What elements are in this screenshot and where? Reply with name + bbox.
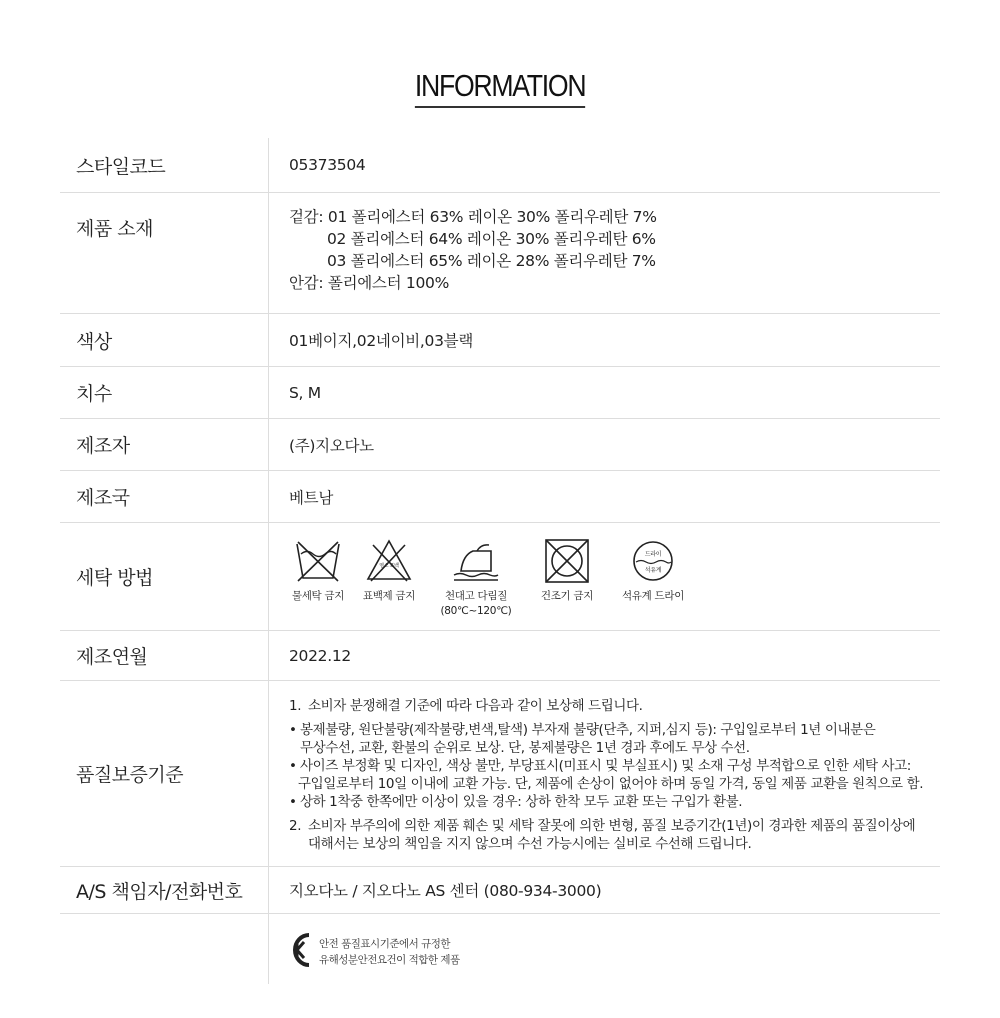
wash-label: 천대고 다림질 — [444, 589, 508, 602]
country-value: 베트남 — [289, 488, 334, 507]
row-label: 품질보증기준 — [76, 764, 184, 786]
row-label: 제조자 — [76, 435, 130, 457]
material-line: 02 폴리에스터 64% 레이온 30% 폴리우레탄 6% — [327, 230, 656, 248]
iron-with-cloth-icon — [451, 538, 501, 584]
bullet-text: 상하 1착중 한쪽에만 이상이 있을 경우: 상하 한착 모두 교환 또는 구입가 환불. — [300, 794, 743, 810]
wash-label: 건조기 금지 — [540, 589, 594, 602]
wash-label: 석유계 드라이 — [621, 589, 685, 602]
size-value: S, M — [289, 383, 321, 402]
material-value — [268, 193, 940, 313]
row-size — [60, 367, 940, 419]
row-label: A/S 책임자/전화번호 — [76, 880, 243, 903]
row-as — [60, 867, 940, 914]
item-text: 소비자 부주의에 의한 제품 훼손 및 세탁 잘못에 의한 변형, 품질 보증기간(1년)이 경과한 제품의 품질이상에 — [308, 818, 916, 834]
row-kc — [60, 914, 940, 986]
quality-item-2 — [289, 817, 940, 835]
row-label: 색상 — [76, 330, 112, 353]
row-material — [60, 193, 940, 314]
as-value: 지오다노 / 지오다노 AS 센터 (080-934-3000) — [289, 882, 602, 900]
material-line: 안감: 폴리에스터 100% — [289, 274, 450, 292]
item-number: 2. — [289, 818, 302, 834]
row-label-empty — [60, 914, 268, 986]
petroleum-dry-clean-icon — [629, 538, 677, 584]
bullet-dot: • — [289, 794, 297, 810]
row-style-code — [60, 138, 940, 193]
row-washing — [60, 523, 940, 631]
bleach-inner-text: 염소 표백 — [379, 562, 399, 569]
bullet-text: 봉제불량, 원단불량(제작불량,변색,탈색) 부자재 불량(단추, 지퍼,심지 등): 구입일로부터 1년 이내분은 — [300, 722, 876, 738]
bullet-continuation: 무상수선, 교환, 환불의 순위로 보상. 단, 봉제불량은 1년 경과 후에도 무상 수선. — [300, 740, 750, 756]
no-bleach-icon — [365, 538, 413, 584]
material-line: 겉감: 01 폴리에스터 63% 레이온 30% 폴리우레탄 7% — [289, 208, 657, 226]
bullet-dot: • — [289, 722, 297, 738]
kc-certification — [289, 932, 460, 972]
quality-bullet — [289, 721, 940, 739]
row-label: 제조연월 — [76, 646, 148, 668]
wash-label: 물세탁 금지 — [291, 589, 345, 602]
wash-label: 표백제 금지 — [362, 589, 416, 602]
bullet-continuation: 구입일로부터 10일 이내에 교환 가능. 단, 제품에 손상이 없어야 하며 동일 가격, 동일 제품 교환을 원칙으로 함. — [298, 776, 924, 792]
row-date — [60, 631, 940, 681]
wash-item — [352, 538, 426, 604]
maker-value: (주)지오다노 — [289, 436, 374, 455]
kc-line: 유해성분안전요건이 적합한 제품 — [319, 954, 460, 966]
row-country — [60, 471, 940, 523]
wash-sublabel: (80℃~120℃) — [440, 604, 512, 617]
material-line: 03 폴리에스터 65% 레이온 28% 폴리우레탄 7% — [327, 252, 656, 270]
title-wrap — [0, 68, 1000, 108]
info-table — [60, 138, 940, 986]
row-label: 스타일코드 — [76, 155, 166, 178]
color-value: 01베이지,02네이비,03블랙 — [289, 332, 474, 350]
row-label: 세탁 방법 — [76, 567, 153, 589]
quality-bullet — [289, 757, 940, 775]
kc-text — [319, 936, 460, 968]
kc-line: 안전 품질표시기준에서 규정한 — [319, 938, 451, 950]
dry-inner-bottom: 석유계 — [644, 566, 662, 574]
kc-value — [268, 914, 940, 986]
item-continuation: 대해서는 보상의 책임을 지지 않으며 수선 가능시에는 실비로 수선해 드립니다. — [308, 836, 752, 852]
quality-bullet — [289, 793, 940, 811]
row-label: 제조국 — [76, 487, 130, 509]
style-code-value: 05373504 — [289, 156, 366, 174]
wash-item — [608, 538, 698, 604]
item-text: 소비자 분쟁해결 기준에 따라 다음과 같이 보상해 드립니다. — [308, 698, 643, 714]
wash-item — [426, 538, 526, 618]
washing-value — [268, 523, 940, 630]
row-maker — [60, 419, 940, 471]
washing-icons — [284, 536, 698, 618]
no-water-wash-icon — [294, 538, 342, 584]
bullet-dot: • — [289, 758, 297, 774]
wash-item — [526, 538, 608, 604]
row-quality — [60, 681, 940, 867]
wash-item — [284, 538, 352, 604]
row-color — [60, 314, 940, 367]
quality-item-1 — [289, 697, 940, 715]
date-value: 2022.12 — [289, 646, 351, 665]
row-label: 제품 소재 — [76, 218, 153, 240]
row-label: 치수 — [76, 383, 112, 405]
kc-mark-icon — [289, 932, 315, 972]
bullet-text: 사이즈 부정확 및 디자인, 색상 불만, 부당표시(미표시 및 부실표시) 및 소재 구성 부적합으로 인한 세탁 사고: — [300, 758, 911, 774]
page-title: INFORMATION — [415, 68, 585, 108]
quality-value — [268, 681, 940, 866]
no-tumble-dry-icon — [543, 538, 591, 584]
dry-inner-top: 드라이 — [644, 550, 662, 558]
item-number: 1. — [289, 698, 302, 714]
